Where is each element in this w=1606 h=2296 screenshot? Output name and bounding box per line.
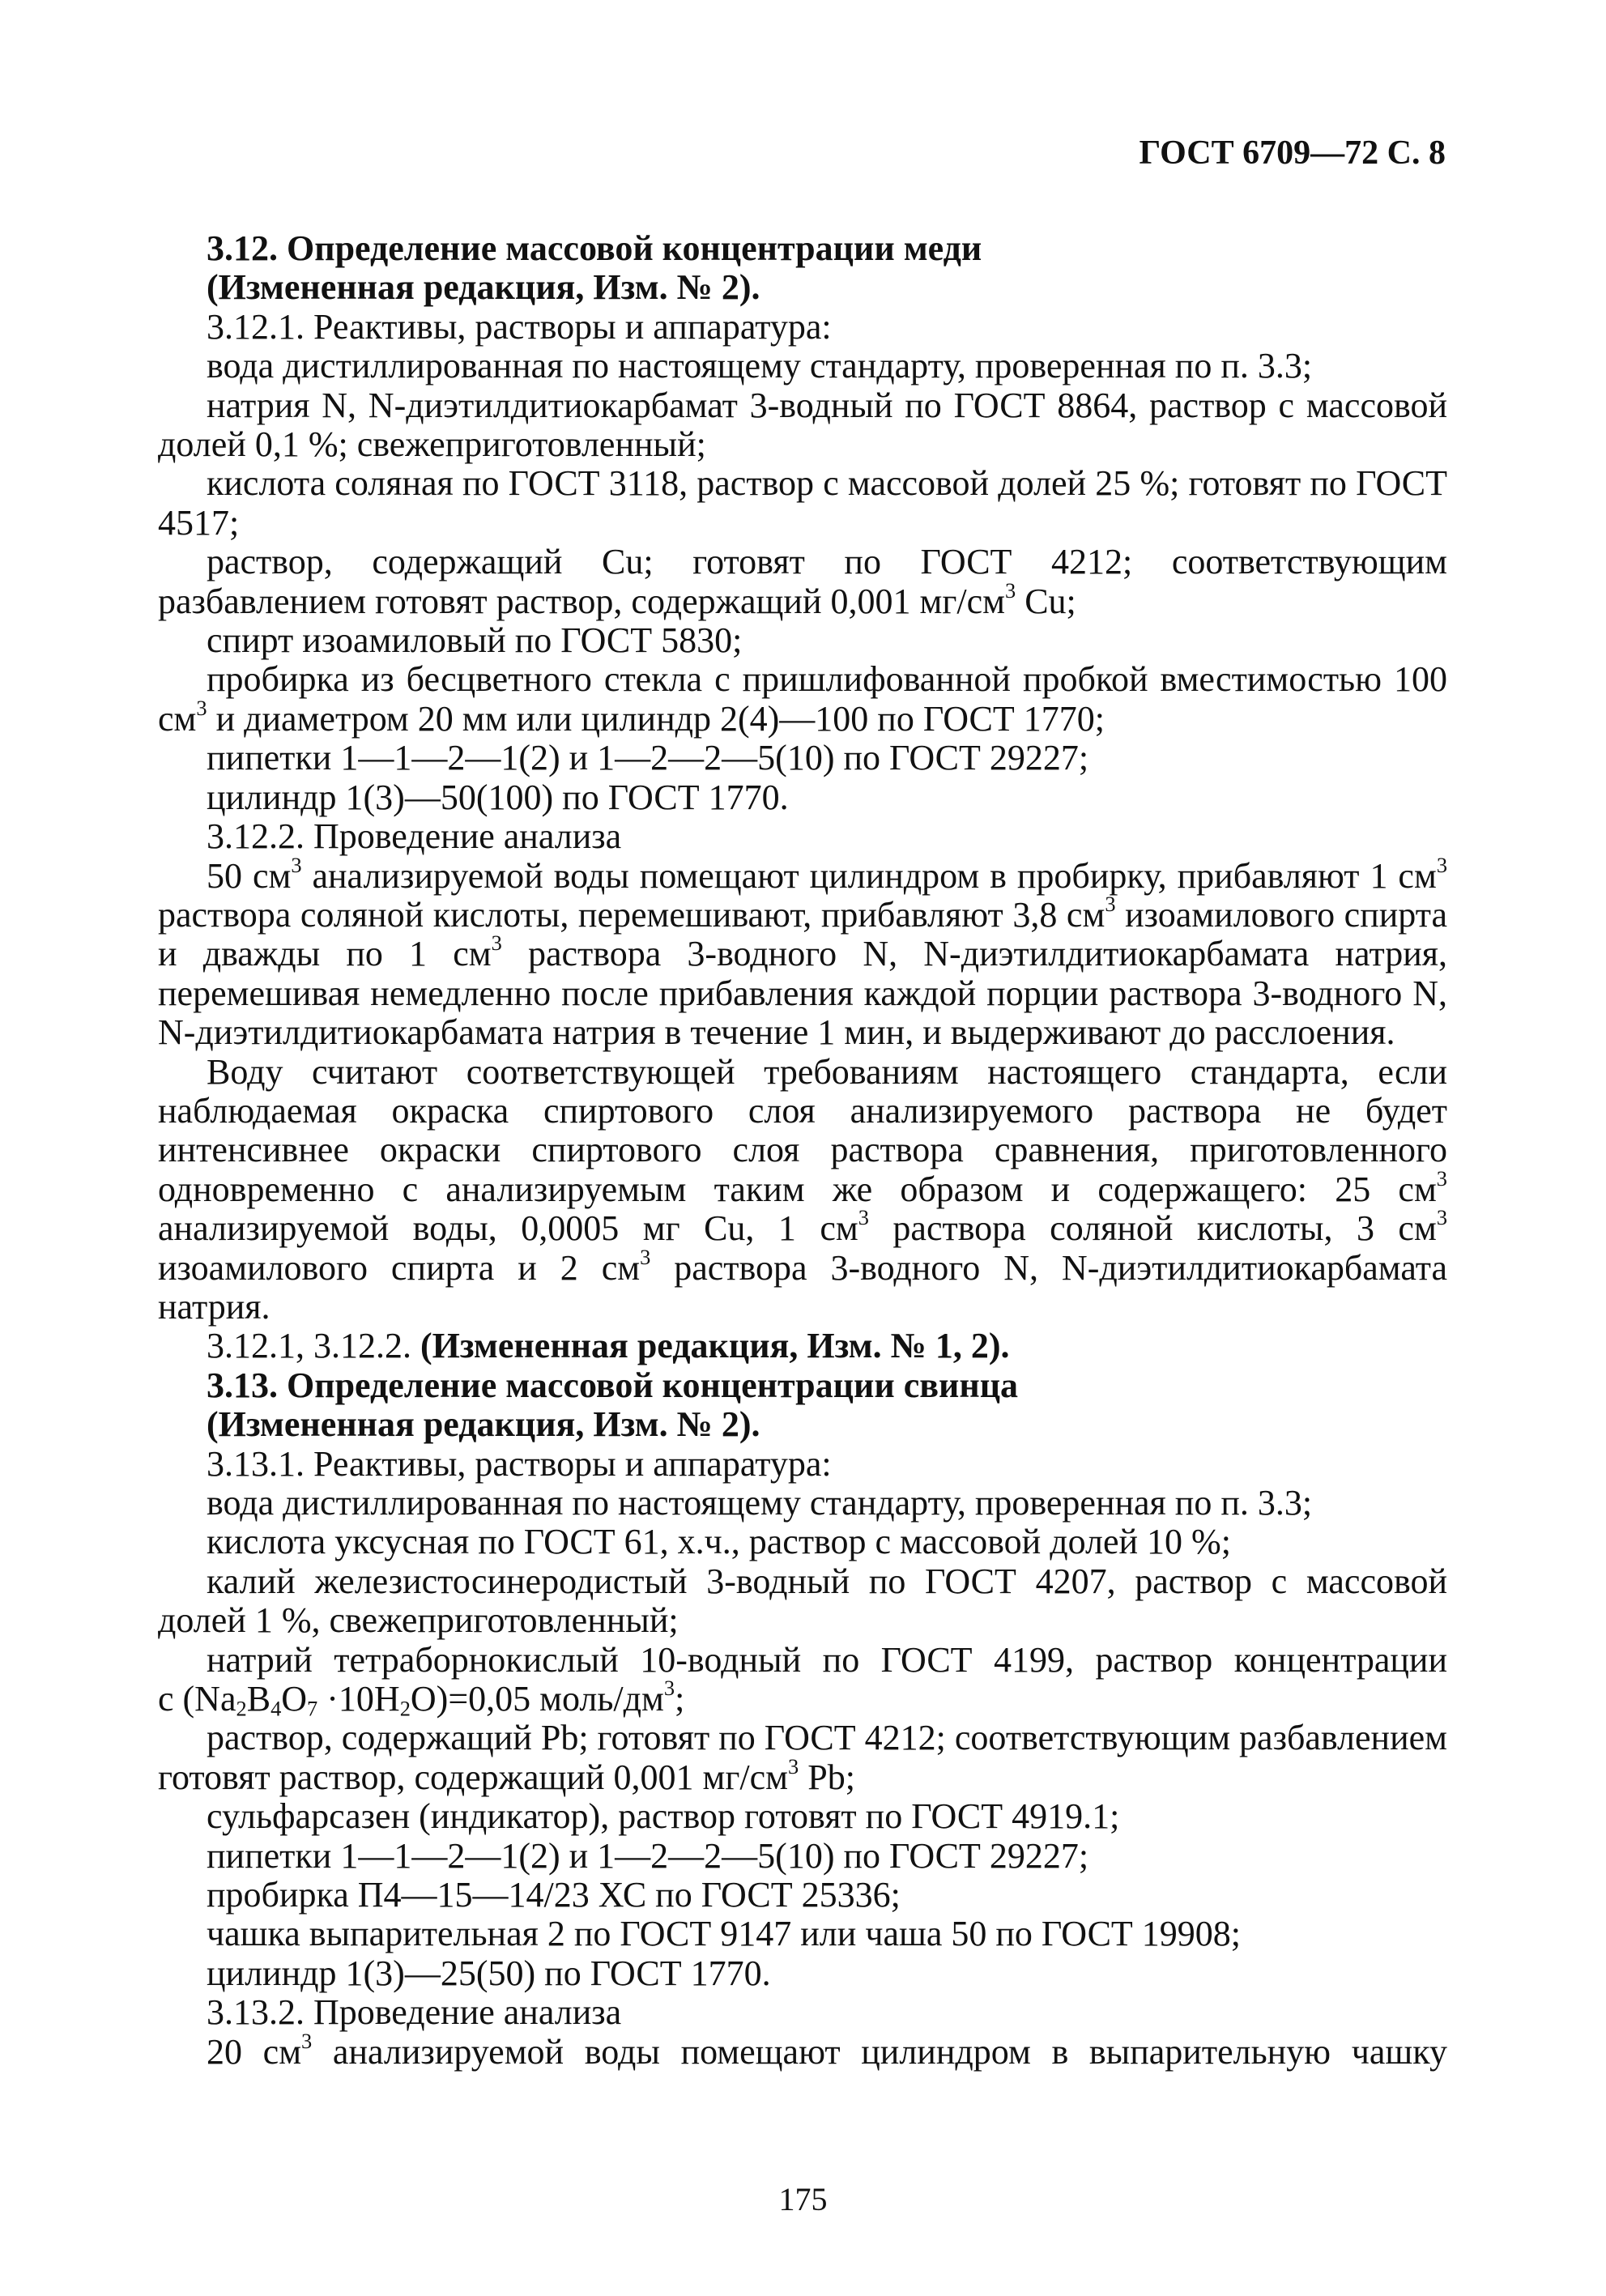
section-heading-3-13: 3.13. Определение массовой концентрации свинца [207, 1365, 1019, 1405]
subsection-title: 3.12.1. Реактивы, растворы и аппаратура: [207, 306, 832, 347]
list-item: пробирка из бесцветного стекла с пришлифованной пробкой вместимостью 100 $см^3$ и диаметром 20 мм или цилиндр 2(4)—100 по ГОСТ 1770; [158, 659, 1447, 739]
list-item: вода дистиллированная по настоящему стандарту, проверенная по п. 3.3; [207, 1483, 1313, 1523]
list-item: раствор, содержащий Cu; готовят по ГОСТ 4212; соответствующим разбавлением готовят раствор, содержащий 0,001 $мг/см^3$ Cu; [158, 542, 1447, 621]
document-body [158, 229, 1447, 2072]
amendment-ref: 3.12.1, 3.12.2. [207, 1326, 411, 1366]
amendment-note: (Измененная редакция, Изм. № 1, 2). [420, 1326, 1010, 1366]
body-paragraph: Воду считают соответствующей требованиям настоящего стандарта, если наблюдаемая окраска спиртового слоя анализируемого раствора не будет интенсивнее окраски спиртового слоя раствора сравнения, приготовленного одновременно с анализируемым таким же образом и содержащего: 25 $см^3$ анализируемой воды, 0,0005 мг Cu, 1 $см^3$ раствора соляной кислоты, 3 $см^3$ изоамилового спирта и 2 $см^3$ раствора 3-водного N, N-диэтилдитиокарбамата натрия. [158, 1051, 1448, 1327]
body-paragraph: 50 $см^3$ анализируемой воды помещают цилиндром в пробирку, прибавляют 1 $см^3$ раствора соляной кислоты, перемешивают, прибавляют 3,8 $см^3$ изоамилового спирта и дважды по 1 $см^3$ раствора 3-водного N, N-диэтилдитиокарбамата натрия, перемешивая немедленно после прибавления каждой порции раствора 3-водного N, N-диэтилдитиокарбамата натрия в течение 1 мин, и выдерживают до расслоения. [158, 852, 1448, 1053]
subsection-title: 3.13.1. Реактивы, растворы и аппаратура: [207, 1443, 832, 1484]
amendment-note-line [158, 1327, 1447, 1365]
amendment-note: (Измененная редакция, Изм. № 2). [207, 1404, 760, 1445]
formula-line: c $(Na_2B_4O_7 \cdot 10H_2O)=0,05$ моль/$дм^3$; [158, 1676, 685, 1721]
list-item: кислота соляная по ГОСТ 3118, раствор с массовой долей 25 %; готовят по ГОСТ 4517; [158, 463, 1447, 543]
list-item: чашка выпарительная 2 по ГОСТ 9147 или чаша 50 по ГОСТ 19908; [207, 1914, 1242, 1954]
list-item: калий железистосинеродистый 3-водный по ГОСТ 4207, раствор с массовой долей 1 %, свежеприготовленный; [158, 1561, 1447, 1641]
subsection-title: 3.12.2. Проведение анализа [207, 816, 622, 857]
amendment-note: (Измененная редакция, Изм. № 2). [207, 267, 760, 308]
page-number: 175 [778, 2181, 828, 2217]
list-item: пипетки 1—1—2—1(2) и 1—2—2—5(10) по ГОСТ 29227; [207, 738, 1089, 778]
list-item: цилиндр 1(3)—25(50) по ГОСТ 1770. [207, 1953, 771, 1993]
list-item: спирт изоамиловый по ГОСТ 5830; [207, 620, 743, 661]
list-item: раствор, содержащий Pb; готовят по ГОСТ 4212; соответствующим разбавлением готовят раствор, содержащий 0,001 $мг/см^3$ Pb; [158, 1718, 1448, 1797]
subsection-title: 3.13.2. Проведение анализа [207, 1992, 622, 2033]
list-item: сульфарсазен (индикатор), раствор готовят по ГОСТ 4919.1; [207, 1796, 1120, 1837]
list-item: натрия N, N-диэтилдитиокарбамат 3-водный по ГОСТ 8864, раствор с массовой долей 0,1 %; свежеприготовленный; [158, 385, 1447, 465]
page-header: ГОСТ 6709—72 С. 8 [1139, 134, 1446, 172]
list-item: натрий тетраборнокислый 10-водный по ГОСТ 4199, раствор концентрации [207, 1639, 1447, 1680]
list-item: кислота уксусная по ГОСТ 61, х.ч., раствор с массовой долей 10 %; [207, 1522, 1231, 1562]
body-paragraph: 20 $см^3$ анализируемой воды помещают цилиндром в выпарительную чашку [207, 2028, 1448, 2072]
list-item: вода дистиллированная по настоящему стандарту, проверенная по п. 3.3; [207, 346, 1313, 386]
section-heading-3-12: 3.12. Определение массовой концентрации меди [207, 228, 982, 268]
list-item: цилиндр 1(3)—50(100) по ГОСТ 1770. [207, 777, 789, 817]
list-item: пробирка П4—15—14/23 ХС по ГОСТ 25336; [207, 1875, 901, 1915]
list-item: пипетки 1—1—2—1(2) и 1—2—2—5(10) по ГОСТ 29227; [207, 1835, 1089, 1876]
